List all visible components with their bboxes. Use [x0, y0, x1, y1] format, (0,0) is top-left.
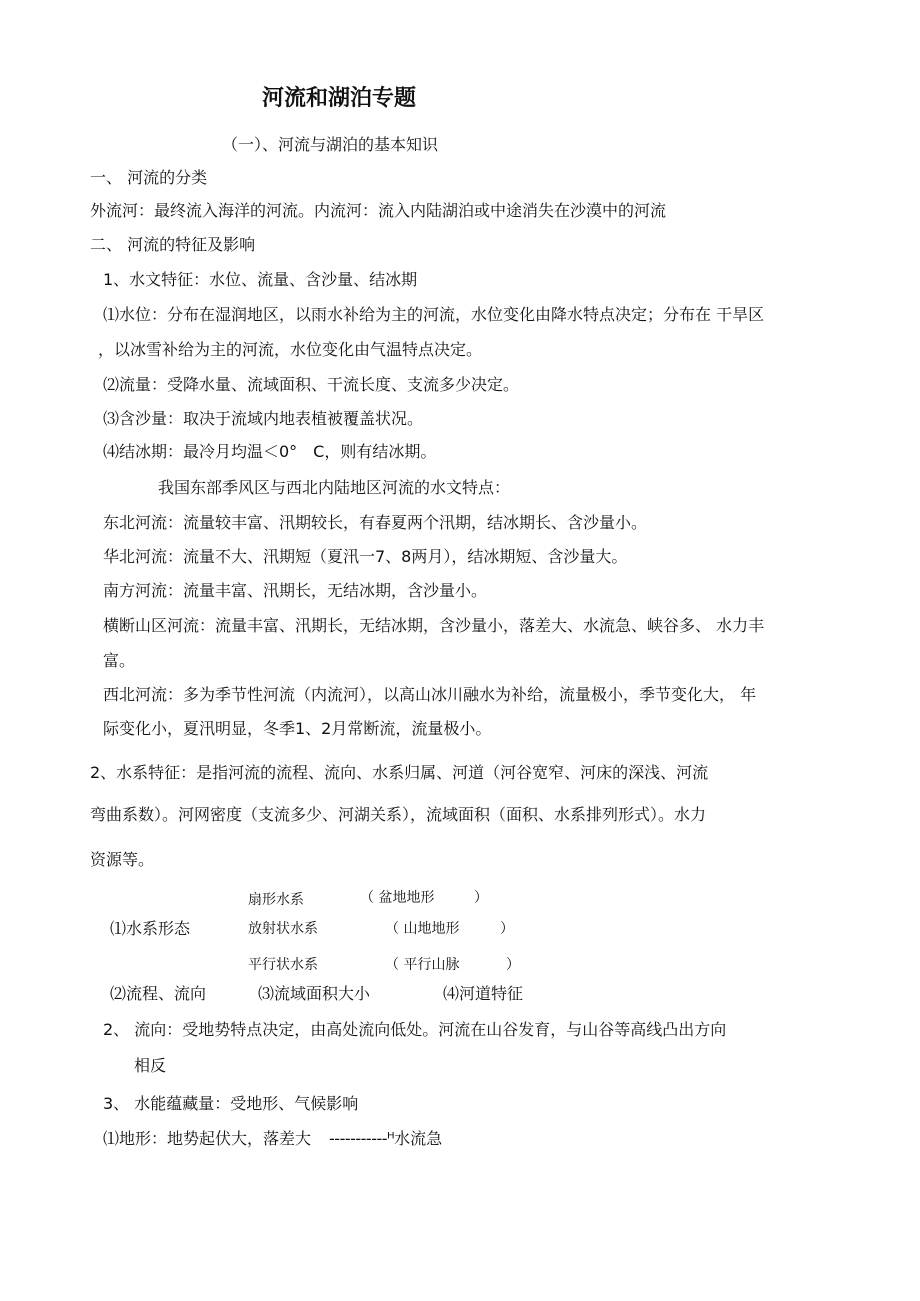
- water-level-line-2: ，以冰雪补给为主的河流，水位变化由气温特点决定。: [98, 340, 483, 359]
- flow-text: ⑵流量：受降水量、流域面积、干流长度、支流多少决定。: [103, 375, 520, 394]
- radial-drainage: 放射状水系: [248, 921, 318, 937]
- sediment-text: ⑶含沙量：取决于流域内地表植被覆盖状况。: [103, 409, 424, 428]
- hydropower-heading: 3、 水能蕴藏量：受地形、气候影响: [103, 1094, 359, 1113]
- hengduan-rivers-line-2: 富。: [103, 651, 136, 670]
- northwest-rivers-line-1: 西北河流：多为季节性河流（内流河），以高山冰川融水为补给，流量极小，季节变化大， 年: [103, 685, 757, 704]
- fan-drainage-note: （ 盆地地形: [360, 890, 435, 906]
- hengduan-rivers-line-1: 横断山区河流：流量丰富、汛期长，无结冰期，含沙量小，落差大、水流急、峡谷多、 水力丰: [103, 616, 765, 635]
- river-features-heading: 二、 河流的特征及影响: [90, 235, 256, 254]
- fan-drainage: 扇形水系: [248, 892, 304, 908]
- length-direction-item: ⑵流程、流向: [110, 984, 207, 1003]
- parallel-drainage-note: （ 平行山脉: [385, 957, 460, 973]
- fan-drainage-note-close: ）: [474, 890, 488, 906]
- river-classification-text: 外流河：最终流入海洋的河流。内流河：流入内陆湖泊或中途消失在沙漠中的河流: [90, 201, 667, 220]
- flow-direction-line-1: 2、 流向：受地势特点决定，由高处流向低处。河流在山谷发育，与山谷等高线凸出方向: [103, 1020, 727, 1039]
- terrain-arrow: -----------ᴴ: [329, 1129, 395, 1148]
- basin-area-item: ⑶流域面积大小: [258, 984, 371, 1003]
- hydrology-heading: 1、水文特征：水位、流量、含沙量、结冰期: [103, 270, 418, 289]
- terrain-text: ⑴地形：地势起伏大，落差大: [103, 1129, 312, 1148]
- regional-intro: 我国东部季风区与西北内陆地区河流的水文特点：: [158, 478, 511, 497]
- drainage-features-line-1: 2、水系特征：是指河流的流程、流向、水系归属、河道（河谷宽窄、河床的深浅、河流: [90, 763, 709, 782]
- drainage-form-label: ⑴水系形态: [110, 919, 191, 938]
- northwest-rivers-line-2: 际变化小，夏汛明显，冬季1、2月常断流，流量极小。: [103, 719, 492, 738]
- freeze-text: ⑷结冰期：最冷月均温＜0° C，则有结冰期。: [103, 442, 437, 461]
- radial-drainage-note-close: ）: [500, 921, 514, 937]
- northeast-rivers: 东北河流：流量较丰富、汛期较长，有春夏两个汛期，结冰期长、含沙量小。: [103, 513, 648, 532]
- southern-rivers: 南方河流：流量丰富、汛期长，无结冰期，含沙量小。: [103, 581, 488, 600]
- parallel-drainage: 平行状水系: [248, 957, 318, 973]
- terrain-line: [103, 1128, 442, 1150]
- section-heading: （一）、河流与湖泊的基本知识: [222, 135, 439, 154]
- page-title: 河流和湖泊专题: [262, 86, 417, 111]
- channel-features-item: ⑷河道特征: [443, 984, 524, 1003]
- north-china-rivers: 华北河流：流量不大、汛期短（夏汛一7、8两月），结冰期短、含沙量大。: [103, 547, 628, 566]
- flow-direction-line-2: 相反: [134, 1056, 167, 1075]
- parallel-drainage-note-close: ）: [506, 957, 520, 973]
- water-level-line-1: ⑴水位：分布在湿润地区，以雨水补给为主的河流，水位变化由降水特点决定；分布在 干旱区: [103, 305, 765, 324]
- radial-drainage-note: （ 山地地形: [385, 921, 460, 937]
- river-classification-heading: 一、 河流的分类: [90, 168, 208, 187]
- terrain-result: 水流急: [394, 1129, 443, 1148]
- drainage-features-line-2: 弯曲系数）。河网密度（支流多少、河湖关系），流域面积（面积、水系排列形式）。水力: [90, 805, 707, 824]
- drainage-features-line-3: 资源等。: [90, 850, 155, 869]
